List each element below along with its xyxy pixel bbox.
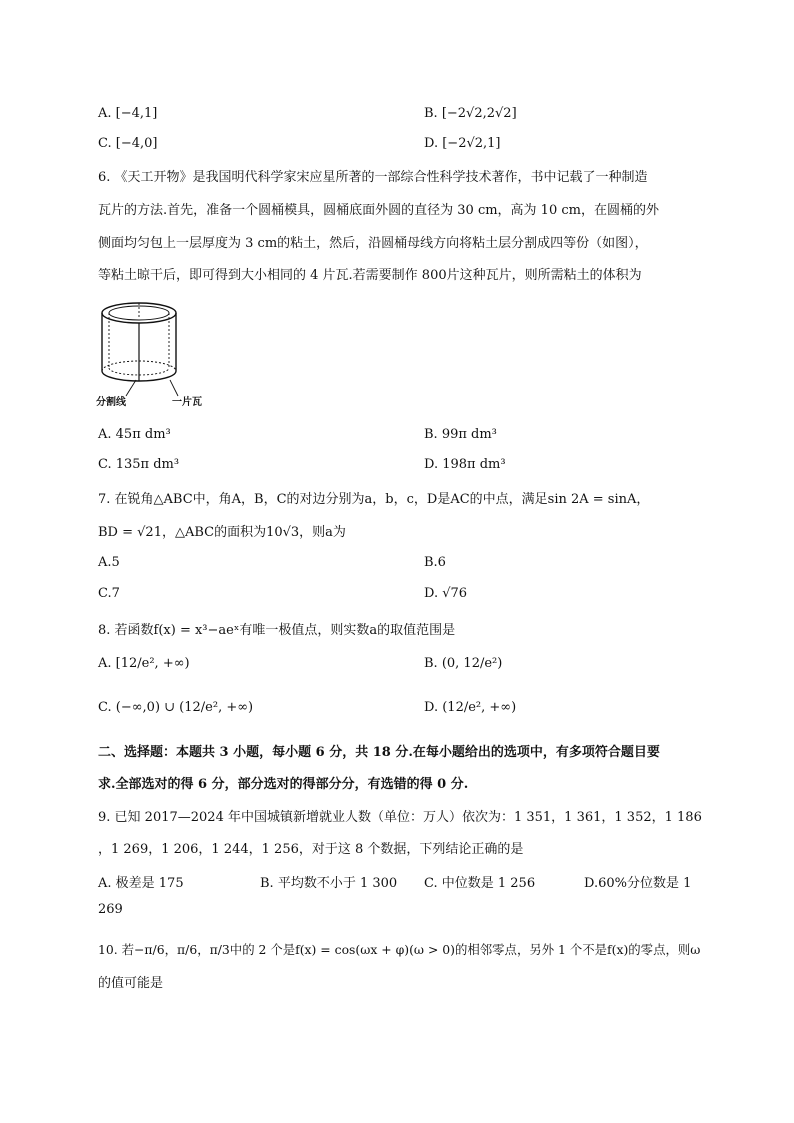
q5-option-d: D. [−2√2,1] — [424, 136, 501, 151]
q6-option-d: D. 198π dm³ — [424, 457, 506, 472]
q8-option-d: D. (12/e², +∞) — [424, 700, 517, 715]
q7-option-d: D. √76 — [424, 586, 468, 601]
q10-stem-line1: 10. 若−π/6，π/6，π/3中的 2 个是f(x) = cos(ωx + φ)(ω > 0)的相邻零点，另外 1 个不是f(x)的零点，则ω — [98, 942, 701, 957]
section2-heading-line1: 二、选择题：本题共 3 小题，每小题 6 分，共 18 分.在每小题给出的选项中，有多项符合题目要 — [98, 745, 660, 760]
q6-stem-line3: 侧面均匀包上一层厚度为 3 cm的粘土，然后，沿圆桶母线方向将粘土层分割成四等份（如图）， — [98, 236, 648, 251]
q7-option-c: C.7 — [98, 586, 120, 601]
q7-option-b: B.6 — [424, 555, 446, 570]
q7-option-a: A.5 — [98, 555, 120, 570]
q8-option-c: C. (−∞,0) ∪ (12/e², +∞) — [98, 700, 254, 715]
q8-option-a: A. [12/e², +∞) — [98, 656, 190, 671]
figure-label-tile: 一片瓦 — [172, 397, 202, 408]
q9-option-c: C. 中位数是 1 256 — [424, 876, 536, 891]
figure-label-divide-line: 分割线 — [96, 397, 126, 408]
q7-stem-line2: BD = √21，△ABC的面积为10√3，则a为 — [98, 525, 346, 540]
q6-option-c: C. 135π dm³ — [98, 457, 180, 472]
q5-option-a: A. [−4,1] — [98, 106, 158, 121]
cylinder-figure — [96, 298, 216, 410]
q9-stem-line1: 9. 已知 2017—2024 年中国城镇新增就业人数（单位：万人）依次为：1 351，1 361，1 352，1 186 — [98, 810, 702, 825]
q6-stem-line2: 瓦片的方法.首先，准备一个圆桶模具，圆桶底面外圆的直径为 30 cm，高为 10 cm，在圆桶的外 — [98, 203, 659, 218]
q9-option-d: D.60%分位数是 1 — [584, 876, 692, 891]
q8-stem-line1: 8. 若函数f(x) = x³−aeˣ有唯一极值点，则实数a的取值范围是 — [98, 623, 456, 638]
q6-stem-line4: 等粘土晾干后，即可得到大小相同的 4 片瓦.若需要制作 800片这种瓦片，则所需粘土的体积为 — [98, 268, 642, 283]
q6-option-b: B. 99π dm³ — [424, 427, 497, 442]
q9-option-a: A. 极差是 175 — [98, 876, 184, 891]
q10-stem-line2: 的值可能是 — [98, 976, 164, 991]
q6-stem-line1: 6. 《天工开物》是我国明代科学家宋应星所著的一部综合性科学技术著作，书中记载了一种制造 — [98, 170, 648, 185]
q7-stem-line1: 7. 在锐角△ABC中，角A，B，C的对边分别为a，b，c，D是AC的中点，满足sin 2A = sinA， — [98, 492, 650, 507]
q8-option-b: B. (0, 12/e²) — [424, 656, 503, 671]
q6-option-a: A. 45π dm³ — [98, 427, 171, 442]
section2-heading-line2: 求.全部选对的得 6 分，部分选对的得部分分，有选错的得 0 分. — [98, 777, 469, 792]
q5-option-c: C. [−4,0] — [98, 136, 158, 151]
q9-option-b: B. 平均数不小于 1 300 — [260, 876, 398, 891]
q9-stem-line2: ，1 269，1 206，1 244，1 256，对于这 8 个数据，下列结论正确的是 — [98, 842, 524, 857]
q9-option-d-continued: 269 — [98, 902, 123, 917]
q5-option-b: B. [−2√2,2√2] — [424, 106, 517, 121]
